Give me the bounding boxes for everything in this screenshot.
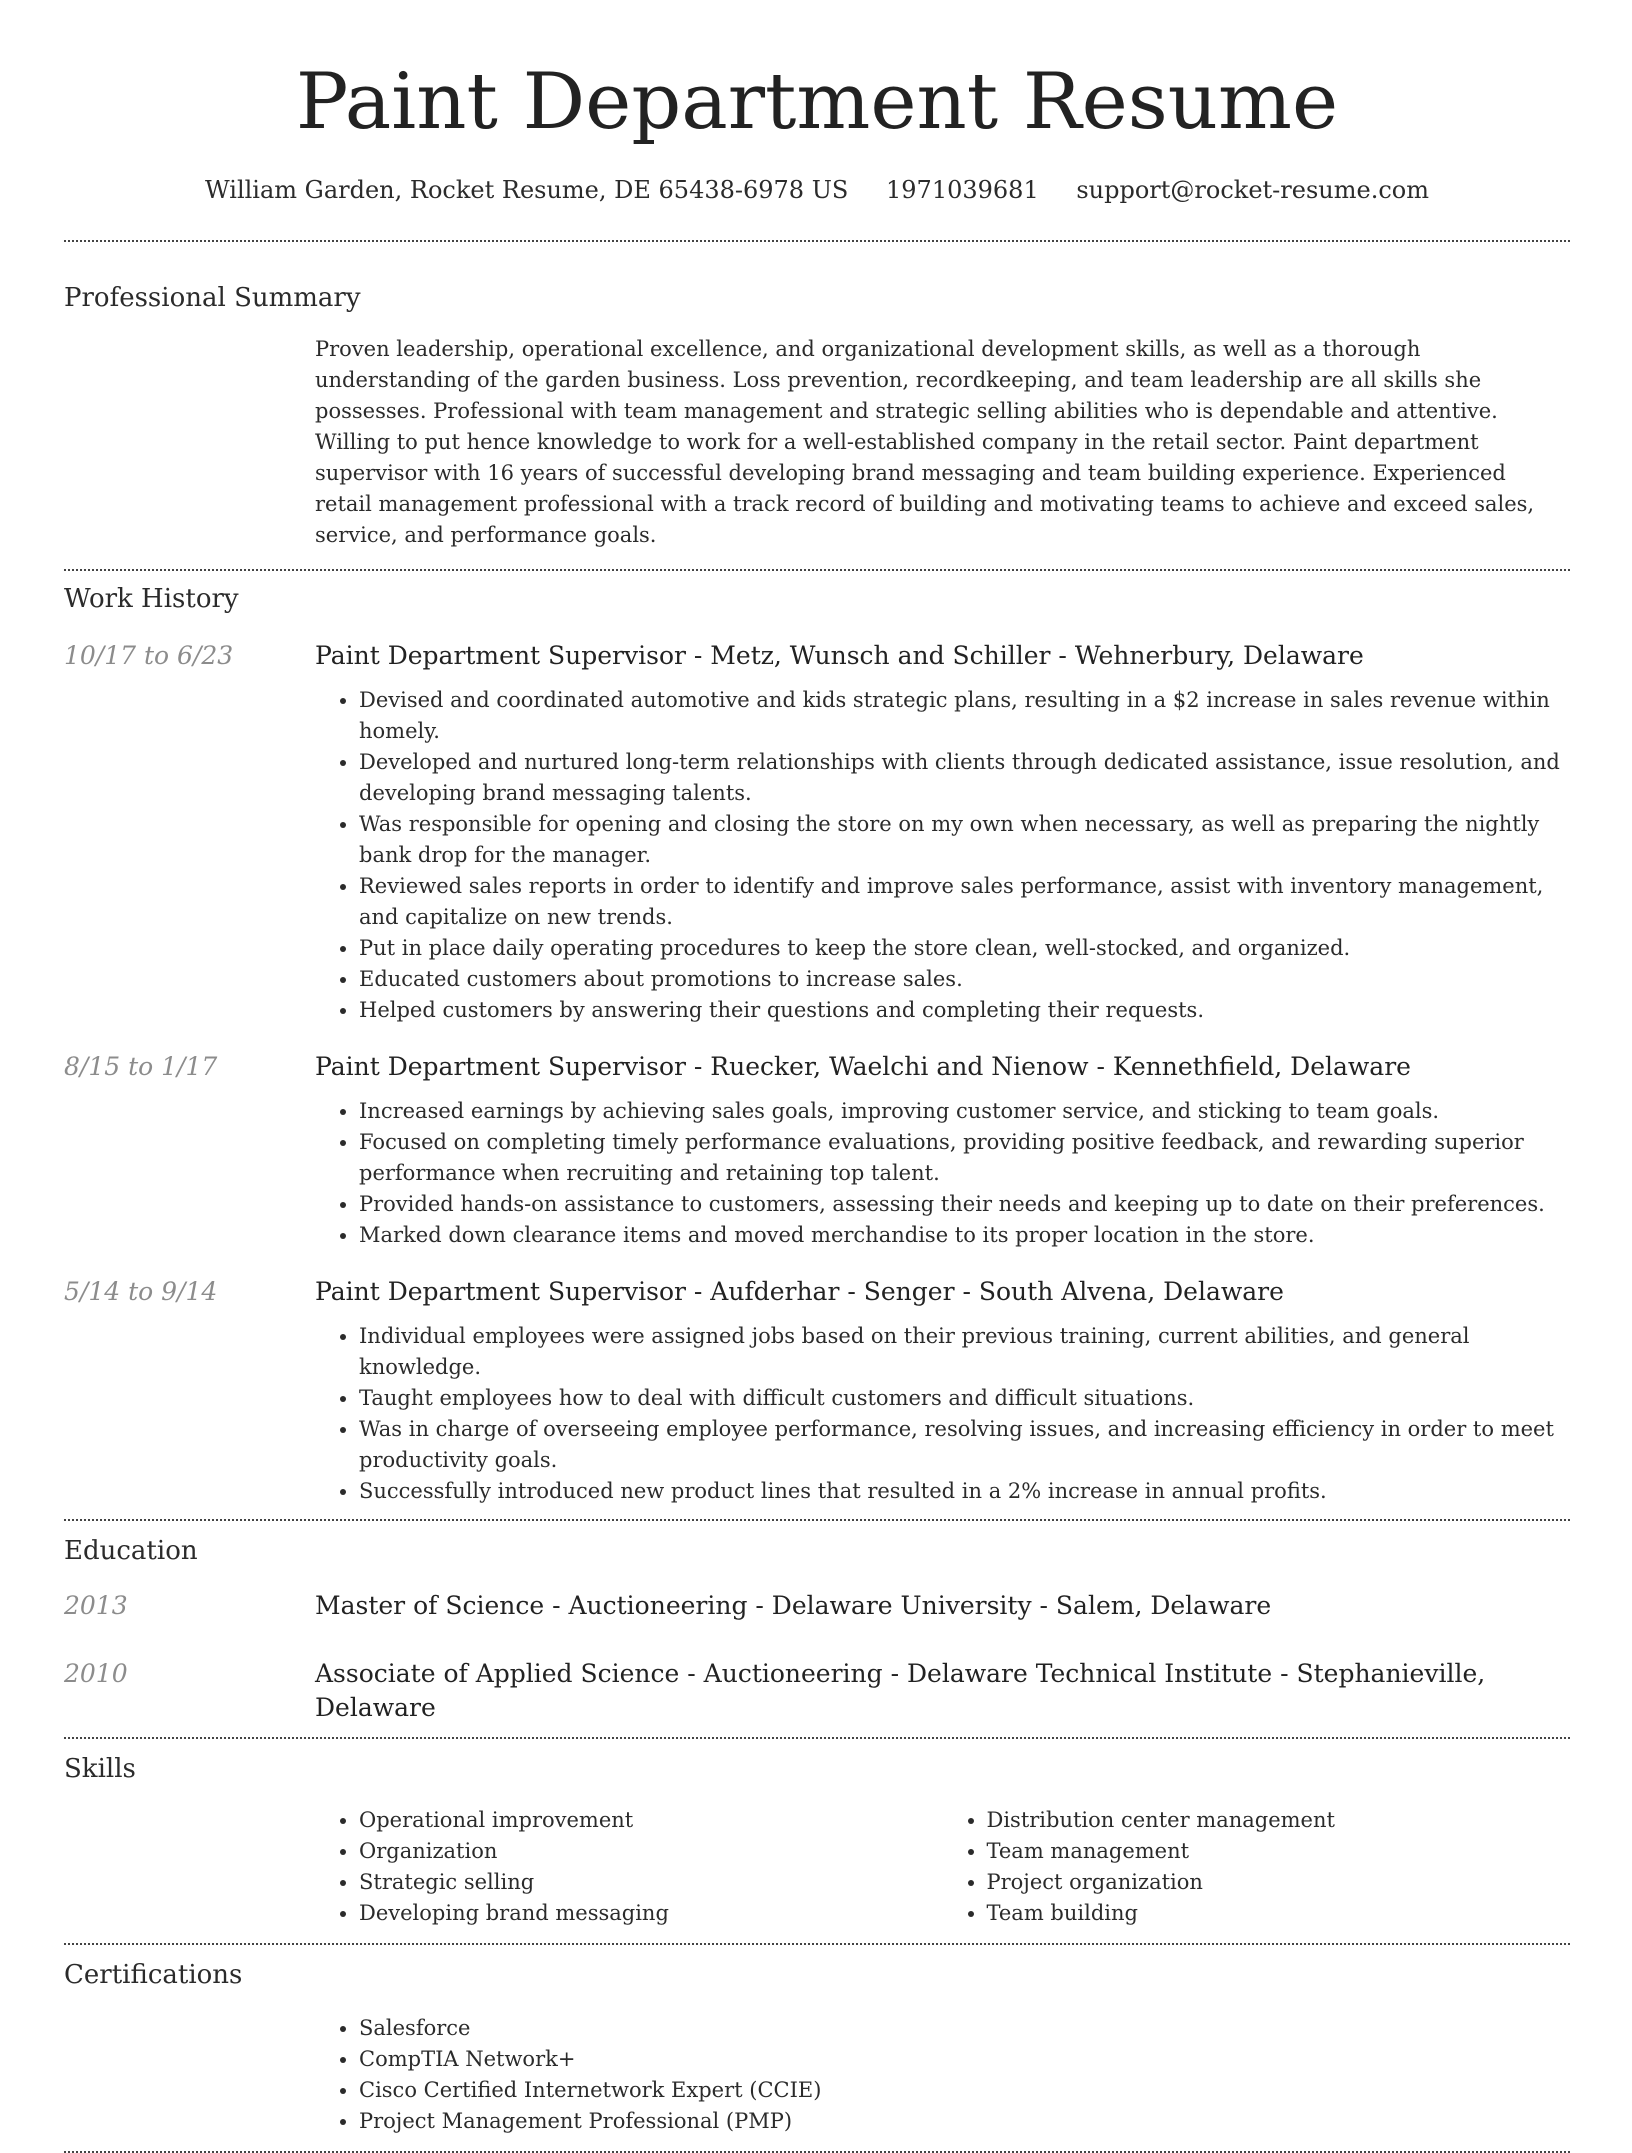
job-bullet: • Taught employees how to deal with difficult customers and difficult situations. — [359, 1383, 1570, 1414]
summary-section — [64, 242, 1570, 551]
job-bullets-row — [64, 685, 1570, 1026]
education-degree: Associate of Applied Science - Auctioneering - Delaware Technical Institute - Stephanieville, Delaware — [315, 1659, 1486, 1722]
summary-row — [64, 334, 1570, 551]
contact-email: support@rocket-resume.com — [1076, 176, 1429, 204]
skill-item: • Project organization — [987, 1867, 1571, 1898]
job-bullet: • Successfully introduced new product lines that resulted in a 2% increase in annual profits. — [359, 1476, 1570, 1507]
job-dates: 8/15 to 1/17 — [64, 1052, 218, 1081]
job-entry — [64, 1275, 1570, 1507]
job-bullet: • Put in place daily operating procedures to keep the store clean, well-stocked, and organized. — [359, 933, 1570, 964]
job-bullet-list — [315, 1321, 1570, 1507]
section-divider — [64, 569, 1570, 571]
job-bullet: • Individual employees were assigned jobs based on their previous training, current abilities, and general knowledge. — [359, 1321, 1570, 1383]
skill-item: • Developing brand messaging — [359, 1898, 943, 1929]
skills-list-left — [315, 1805, 943, 1929]
skill-item: • Team management — [987, 1836, 1571, 1867]
section-divider — [64, 1943, 1570, 1945]
work-history-heading: Work History — [64, 584, 239, 614]
education-entry — [64, 1657, 1570, 1725]
education-heading: Education — [64, 1536, 198, 1566]
skill-item: • Strategic selling — [359, 1867, 943, 1898]
job-entry — [64, 639, 1570, 1026]
certification-item: • Cisco Certified Internetwork Expert (CCIE) — [359, 2075, 1570, 2106]
certifications-section — [64, 1957, 1570, 2137]
contact-line — [64, 170, 1570, 210]
job-bullet: • Was in charge of overseeing employee performance, resolving issues, and increasing efficiency in order to meet productivity goals. — [359, 1414, 1570, 1476]
job-bullet: • Was responsible for opening and closing the store on my own when necessary, as well as preparing the nightly bank drop for the manager. — [359, 809, 1570, 871]
skill-item: • Operational improvement — [359, 1805, 943, 1836]
job-header — [64, 1050, 1570, 1084]
job-title: Paint Department Supervisor - Ruecker, Waelchi and Nienow - Kennethfield, Delaware — [315, 1052, 1411, 1081]
job-entry — [64, 1050, 1570, 1251]
job-bullets-row — [64, 1096, 1570, 1251]
education-degree: Master of Science - Auctioneering - Delaware University - Salem, Delaware — [315, 1591, 1272, 1620]
job-bullet: • Focused on completing timely performance evaluations, providing positive feedback, and rewarding superior performance when recruiting and retaining top talent. — [359, 1127, 1570, 1189]
certification-item: • Project Management Professional (PMP) — [359, 2106, 1570, 2137]
certification-item: • CompTIA Network+ — [359, 2044, 1570, 2075]
skills-row — [64, 1805, 1570, 1929]
job-title: Paint Department Supervisor - Metz, Wunsch and Schiller - Wehnerbury, Delaware — [315, 641, 1364, 670]
skills-list-right — [943, 1805, 1571, 1929]
work-history-section — [64, 581, 1570, 1507]
skill-item: • Organization — [359, 1836, 943, 1867]
summary-heading: Professional Summary — [64, 283, 361, 313]
certification-item: • Salesforce — [359, 2013, 1570, 2044]
skill-item: • Distribution center management — [987, 1805, 1571, 1836]
certifications-list — [315, 2013, 1570, 2137]
skills-section — [64, 1751, 1570, 1929]
skills-columns — [315, 1805, 1570, 1929]
contact-address: William Garden, Rocket Resume, DE 65438-6978 US — [205, 176, 849, 204]
job-bullet: • Reviewed sales reports in order to identify and improve sales performance, assist with inventory management, and capitalize on new trends. — [359, 871, 1570, 933]
job-title: Paint Department Supervisor - Aufderhar - Senger - South Alvena, Delaware — [315, 1277, 1284, 1306]
job-bullet: • Developed and nurtured long-term relationships with clients through dedicated assistance, issue resolution, and developing brand messaging talents. — [359, 747, 1570, 809]
contact-phone: 1971039681 — [886, 176, 1039, 204]
job-dates: 5/14 to 9/14 — [64, 1277, 218, 1306]
job-bullet: • Increased earnings by achieving sales goals, improving customer service, and sticking to team goals. — [359, 1096, 1570, 1127]
education-section — [64, 1533, 1570, 1725]
job-dates: 10/17 to 6/23 — [64, 641, 234, 670]
skill-item: • Team building — [987, 1898, 1571, 1929]
job-bullet: • Provided hands-on assistance to customers, assessing their needs and keeping up to date on their preferences. — [359, 1189, 1570, 1220]
job-header — [64, 639, 1570, 673]
skills-heading: Skills — [64, 1754, 136, 1784]
summary-text: Proven leadership, operational excellence, and organizational development skills, as well as a thorough understanding of the garden business. Loss prevention, recordkeeping, and team leadership are all skills she possesses. Professional with team management and strategic selling abilities who is dependable and attentive. Willing to put hence knowledge to work for a well-established company in the retail sector. Paint department supervisor with 16 years of successful developing brand messaging and team building experience. Experienced retail management professional with a track record of building and motivating teams to achieve and exceed sales, service, and performance goals. — [315, 337, 1535, 547]
job-bullets-row — [64, 1321, 1570, 1507]
job-bullet-list — [315, 685, 1570, 1026]
education-year: 2013 — [64, 1591, 128, 1620]
education-entry — [64, 1589, 1570, 1623]
section-divider — [64, 1737, 1570, 1739]
job-bullet: • Devised and coordinated automotive and kids strategic plans, resulting in a $2 increase in sales revenue within homely. — [359, 685, 1570, 747]
job-bullet: • Educated customers about promotions to increase sales. — [359, 964, 1570, 995]
job-bullet: • Helped customers by answering their questions and completing their requests. — [359, 995, 1570, 1026]
section-divider — [64, 1519, 1570, 1521]
resume-title: Paint Department Resume — [295, 57, 1339, 147]
job-bullet-list — [315, 1096, 1570, 1251]
job-header — [64, 1275, 1570, 1309]
certifications-heading: Certifications — [64, 1960, 243, 1990]
certifications-row — [64, 2013, 1570, 2137]
education-year: 2010 — [64, 1659, 128, 1688]
resume-page — [64, 0, 1570, 2153]
job-bullet: • Marked down clearance items and moved merchandise to its proper location in the store. — [359, 1220, 1570, 1251]
